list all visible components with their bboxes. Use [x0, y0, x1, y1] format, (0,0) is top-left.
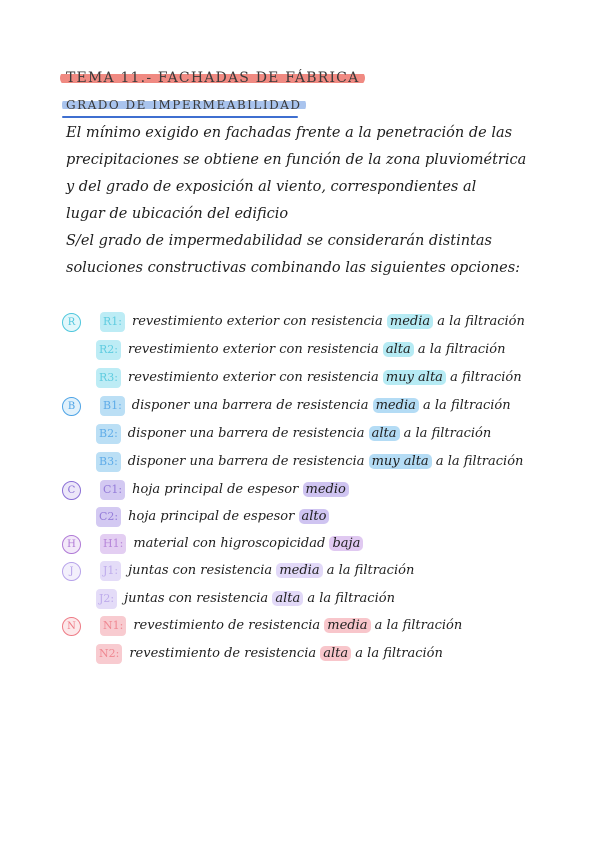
option-level-highlight: alta	[383, 342, 414, 357]
option-row	[96, 589, 395, 609]
option-text-end: a la filtración	[355, 646, 443, 661]
option-row	[96, 424, 491, 444]
option-row	[96, 507, 329, 527]
option-text-end: a la filtración	[417, 342, 506, 357]
group-circle-icon: H	[62, 535, 81, 554]
option-text: juntas con resistencia	[124, 591, 269, 606]
option-row	[100, 534, 363, 554]
option-level-highlight: media	[324, 618, 370, 633]
option-code: C2:	[96, 507, 121, 527]
option-text: hoja principal de espesor	[132, 482, 299, 497]
option-text-end: a la filtración	[423, 398, 511, 413]
option-row	[100, 396, 511, 416]
option-row	[100, 480, 349, 500]
option-code: N2:	[96, 644, 122, 664]
option-code: B3:	[96, 452, 121, 472]
option-text: material con higroscopicidad	[133, 536, 326, 551]
option-text: disponer una barrera de resistencia	[127, 426, 365, 441]
paragraph-line: S/el grado de impermedabilidad se considerarán distintas	[66, 233, 492, 249]
option-row	[96, 340, 506, 360]
option-code: R2:	[96, 340, 121, 360]
option-row	[100, 561, 414, 581]
option-code: C1:	[100, 480, 125, 500]
paragraph-line: soluciones constructivas combinando las siguientes opciones:	[66, 260, 521, 276]
paragraph-line: precipitaciones se obtiene en función de la zona pluviométrica	[66, 152, 527, 168]
option-text-end: a la filtración	[403, 426, 492, 441]
option-text: revestimiento de resistencia	[129, 646, 317, 661]
option-code: R3:	[96, 368, 121, 388]
option-text: revestimiento exterior con resistencia	[128, 370, 379, 385]
option-row	[96, 452, 523, 472]
option-level-highlight: media	[276, 563, 322, 578]
group-circle-icon: B	[62, 397, 81, 416]
group-circle-icon: N	[62, 617, 81, 636]
option-text: hoja principal de espesor	[128, 509, 295, 524]
option-code: N1:	[100, 616, 126, 636]
option-text-end: a la filtración	[437, 314, 525, 329]
option-row	[100, 312, 525, 332]
option-text-end: a la filtración	[326, 563, 415, 578]
option-level-highlight: muy alta	[383, 370, 446, 385]
option-level-highlight: alto	[299, 509, 330, 524]
option-row	[100, 616, 462, 636]
option-text-end: a la filtración	[374, 618, 463, 633]
option-code: R1:	[100, 312, 125, 332]
option-row	[96, 368, 522, 388]
option-level-highlight: baja	[329, 536, 363, 551]
option-level-highlight: medio	[303, 482, 349, 497]
option-code: H1:	[100, 534, 126, 554]
option-text: disponer una barrera de resistencia	[127, 454, 365, 469]
option-row	[96, 644, 443, 664]
paragraph-line: El mínimo exigido en fachadas frente a la penetración de las	[66, 125, 513, 141]
option-text-end: a la filtración	[307, 591, 395, 606]
option-text: juntas con resistencia	[128, 563, 273, 578]
option-code: J1:	[100, 561, 121, 581]
option-level-highlight: alta	[369, 426, 400, 441]
option-code: B1:	[100, 396, 125, 416]
page-title: TEMA 11.- FACHADAS DE FÁBRICA	[60, 70, 365, 86]
option-level-highlight: alta	[320, 646, 351, 661]
option-level-highlight: media	[387, 314, 433, 329]
option-text: disponer una barrera de resistencia	[131, 398, 369, 413]
group-circle-icon: R	[62, 313, 81, 332]
option-level-highlight: media	[373, 398, 419, 413]
group-circle-icon: C	[62, 481, 81, 500]
section-subtitle: GRADO DE IMPERMEABILIDAD	[62, 98, 306, 112]
option-level-highlight: alta	[272, 591, 303, 606]
option-text-end: a filtración	[450, 370, 522, 385]
option-text: revestimiento exterior con resistencia	[128, 342, 379, 357]
option-text: revestimiento exterior con resistencia	[132, 314, 383, 329]
option-text-end: a la filtración	[435, 454, 524, 469]
option-code: J2:	[96, 589, 117, 609]
group-circle-icon: J	[62, 562, 81, 581]
option-text: revestimiento de resistencia	[133, 618, 321, 633]
option-code: B2:	[96, 424, 121, 444]
paragraph-line: y del grado de exposición al viento, correspondientes al	[66, 179, 477, 195]
paragraph-line: lugar de ubicación del edificio	[66, 206, 289, 222]
option-level-highlight: muy alta	[369, 454, 432, 469]
